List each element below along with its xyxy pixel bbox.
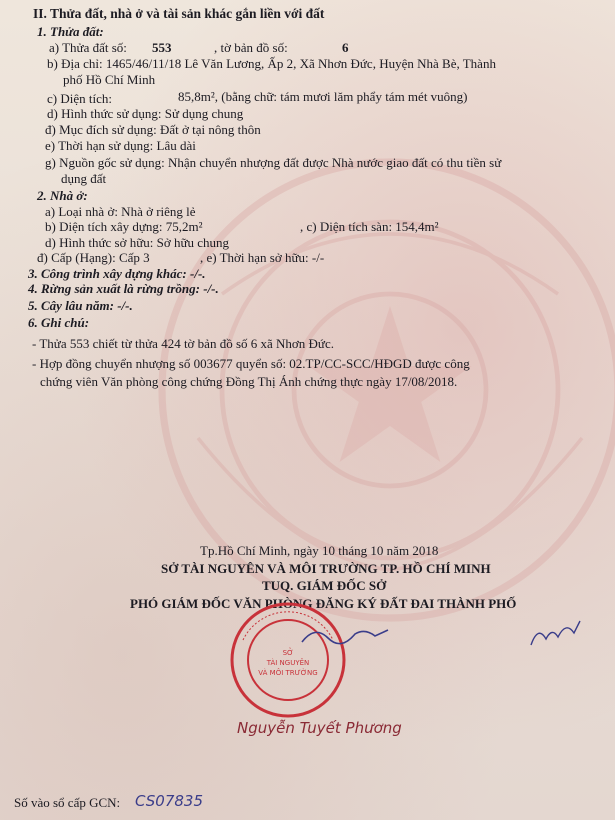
- land-usage-form: d) Hình thức sử dụng: Sử dụng chung: [47, 106, 244, 121]
- land-area-label: c) Diện tích:: [47, 91, 112, 106]
- sign-org: SỞ TÀI NGUYÊN VÀ MÔI TRƯỜNG TP. HỒ CHÍ MINH: [161, 561, 491, 576]
- house-ownership-term: , e) Thời hạn sở hữu: -/-: [200, 250, 325, 265]
- note-2-line1: - Hợp đồng chuyển nhượng số 003677 quyển số: 02.TP/CC-SCC/HĐGD được công: [32, 356, 470, 371]
- house-heading: 2. Nhà ở:: [37, 188, 88, 203]
- note-1: - Thửa 553 chiết từ thửa 424 tờ bản đồ số 6 xã Nhơn Đức.: [32, 336, 335, 351]
- land-parcel-label: a) Thửa đất số:: [49, 40, 127, 55]
- land-address-line2: phố Hồ Chí Minh: [63, 72, 156, 87]
- land-address-line1: b) Địa chỉ: 1465/46/11/18 Lê Văn Lương, Ấp 2, Xã Nhơn Đức, Huyện Nhà Bè, Thành: [47, 56, 496, 71]
- note-2-line2: chứng viên Văn phòng công chứng Đồng Thị Ánh chứng thực ngày 17/08/2018.: [40, 374, 458, 389]
- sign-place-date: Tp.Hồ Chí Minh, ngày 10 tháng 10 năm 2018: [200, 543, 439, 558]
- section-title: II. Thửa đất, nhà ở và tài sản khác gắn liền với đất: [33, 6, 325, 21]
- house-grade: đ) Cấp (Hạng): Cấp 3: [37, 250, 150, 265]
- official-seal-stamp: [228, 600, 348, 720]
- sign-deputy-title: PHÓ GIÁM ĐỐC VĂN PHÒNG ĐĂNG KÝ ĐẤT ĐAI THÀNH PHỐ: [130, 596, 517, 611]
- land-map-number: 6: [342, 40, 349, 55]
- land-map-label: , tờ bản đồ số:: [214, 40, 288, 55]
- svg-text:VÀ MÔI TRƯỜNG: VÀ MÔI TRƯỜNG: [258, 669, 318, 677]
- house-ownership-form: d) Hình thức sở hữu: Sở hữu chung: [45, 235, 230, 250]
- land-heading: 1. Thửa đất:: [37, 24, 104, 39]
- other-construction: 3. Công trình xây dựng khác: -/-.: [28, 266, 206, 281]
- land-parcel-number: 553: [152, 40, 172, 55]
- house-type: a) Loại nhà ở: Nhà ở riêng lẻ: [45, 204, 196, 219]
- sign-tuq: TUQ. GIÁM ĐỐC SỞ: [262, 578, 387, 593]
- register-label: Số vào sổ cấp GCN:: [14, 795, 121, 810]
- planted-forest: 4. Rừng sản xuất là rừng trồng: -/-.: [28, 281, 219, 296]
- signer-name: Nguyễn Tuyết Phương: [237, 719, 402, 737]
- notes-heading: 6. Ghi chú:: [28, 315, 90, 330]
- land-origin-line1: g) Nguồn gốc sử dụng: Nhận chuyển nhượng đất được Nhà nước giao đất có thu tiền sử: [45, 155, 502, 170]
- signature-scribble: [300, 620, 390, 650]
- land-usage-purpose: đ) Mục đích sử dụng: Đất ở tại nông thôn: [45, 122, 261, 137]
- svg-text:SỞ: SỞ: [282, 649, 294, 657]
- perennial-trees: 5. Cây lâu năm: -/-.: [28, 298, 133, 313]
- register-number: CS07835: [135, 792, 203, 810]
- land-area-value: 85,8m², (bằng chữ: tám mươi lăm phẩy tám mét vuông): [178, 89, 468, 104]
- house-floor-area: , c) Diện tích sàn: 154,4m²: [300, 219, 439, 234]
- house-built-area: b) Diện tích xây dựng: 75,2m²: [45, 219, 203, 234]
- svg-text:TÀI NGUYÊN: TÀI NGUYÊN: [266, 659, 310, 667]
- land-usage-term: e) Thời hạn sử dụng: Lâu dài: [45, 138, 196, 153]
- initials-mark: [528, 615, 583, 650]
- land-origin-line2: dụng đất: [61, 171, 107, 186]
